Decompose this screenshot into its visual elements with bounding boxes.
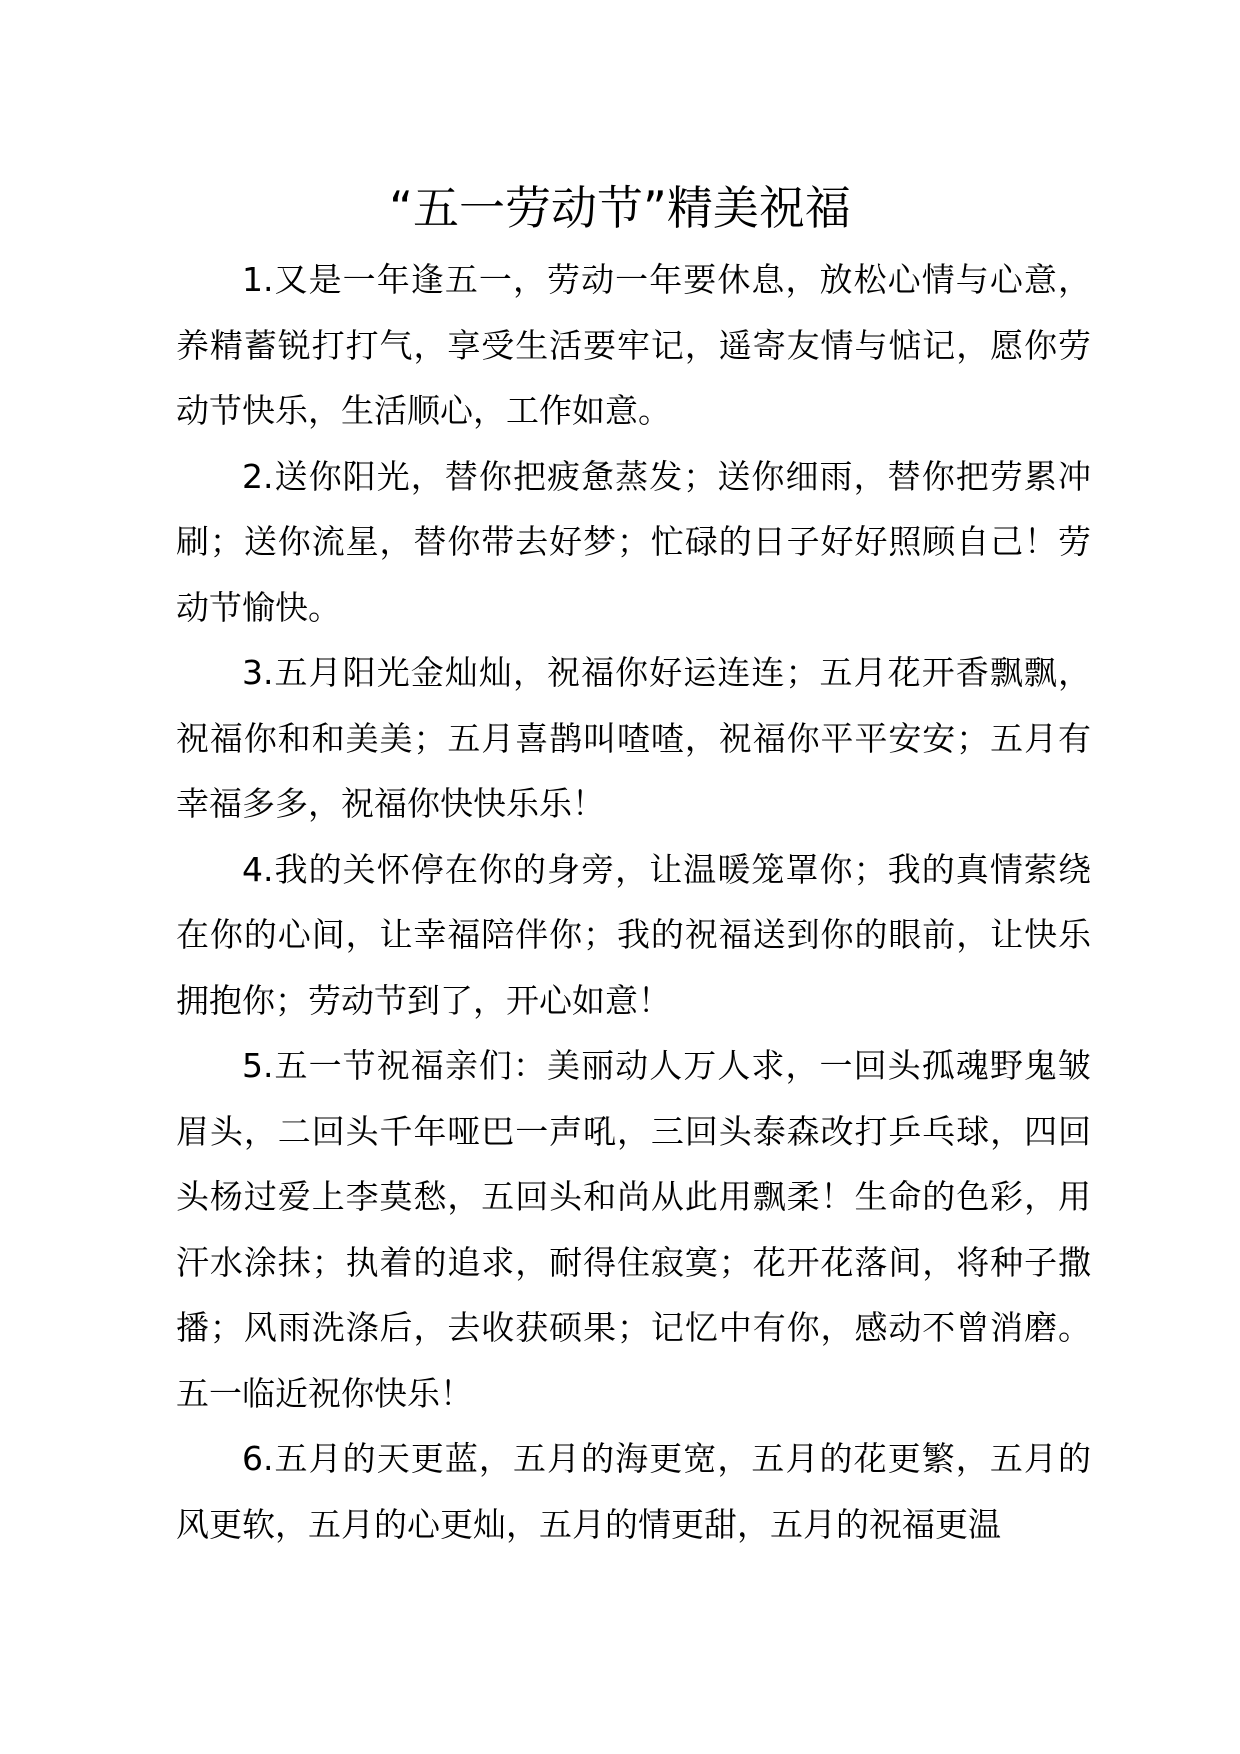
paragraph-6: 6.五月的天更蓝，五月的海更宽，五月的花更繁，五月的风更软，五月的心更灿，五月的情更甜，五月的祝福更温 [176,1439,1091,1544]
document-title: “五一劳动节”精美祝福 [389,181,851,235]
paragraph-2: 2.送你阳光，替你把疲惫蒸发；送你细雨，替你把劳累冲刷；送你流星，替你带去好梦；忙碌的日子好好照顾自己！劳动节愉快。 [176,456,1091,627]
document-body [176,247,1091,1557]
paragraph-4: 4.我的关怀停在你的身旁，让温暖笼罩你；我的真情萦绕在你的心间，让幸福陪伴你；我的祝福送到你的眼前，让快乐拥抱你；劳动节到了，开心如意！ [176,849,1091,1020]
paragraph-1: 1.又是一年逢五一，劳动一年要休息，放松心情与心意，养精蓄锐打打气，享受生活要牢记，遥寄友情与惦记，愿你劳动节快乐，生活顺心，工作如意。 [176,260,1091,430]
paragraph-5: 5.五一节祝福亲们：美丽动人万人求，一回头孤魂野鬼皱眉头，二回头千年哑巴一声吼，三回头泰森改打乒乓球，四回头杨过爱上李莫愁，五回头和尚从此用飘柔！生命的色彩，用汗水涂抹；执着的追求，耐得住寂寞；花开花落间，将种子撒播；风雨洗涤后，去收获硕果；记忆中有你，感动不曾消磨。五一临近祝你快乐！ [176,1046,1091,1413]
paragraph-3: 3.五月阳光金灿灿，祝福你好运连连；五月花开香飘飘，祝福你和和美美；五月喜鹊叫喳喳，祝福你平平安安；五月有幸福多多，祝福你快快乐乐！ [176,653,1091,823]
